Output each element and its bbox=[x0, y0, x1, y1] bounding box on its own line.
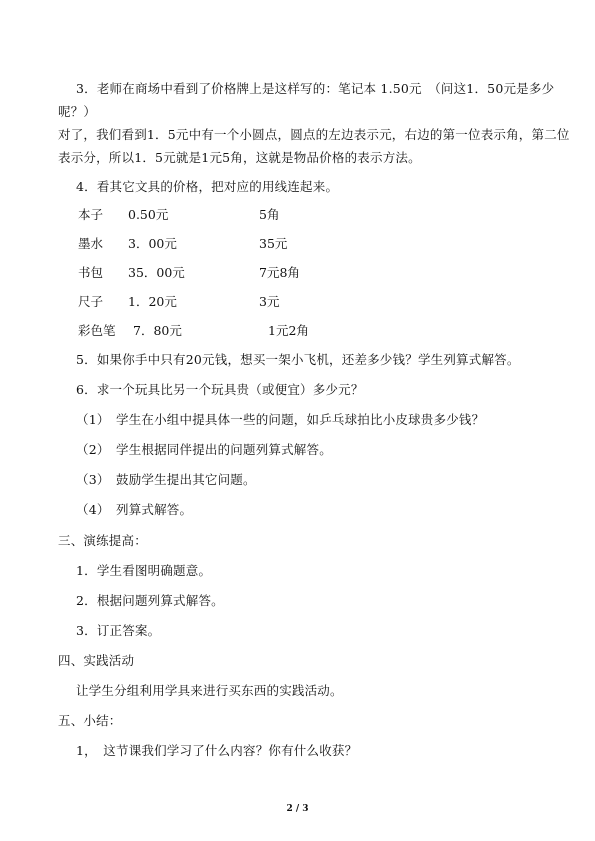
practice-item: 2．根据问题列算式解答。 bbox=[76, 593, 224, 608]
item-name: 书包 bbox=[78, 265, 104, 280]
practice-item: 3．订正答案。 bbox=[76, 623, 161, 638]
item-match: 3元 bbox=[259, 294, 280, 309]
item-match: 5角 bbox=[259, 207, 280, 222]
section6-step: （2） 学生根据同伴提出的问题列算式解答。 bbox=[76, 442, 332, 457]
section4-heading: 4．看其它文具的价格，把对应的用线连起来。 bbox=[76, 179, 339, 194]
section6-step: （4） 列算式解答。 bbox=[76, 502, 193, 517]
item-price: 1．20元 bbox=[128, 294, 177, 309]
item-name: 墨水 bbox=[78, 236, 104, 251]
item-name: 彩色笔 bbox=[78, 323, 116, 338]
item-match: 7元8角 bbox=[259, 265, 300, 280]
item-price: 35．00元 bbox=[128, 265, 185, 280]
practice-heading: 三、演练提高： bbox=[58, 533, 147, 548]
activity-heading: 四、实践活动 bbox=[58, 653, 135, 668]
summary-item: 1， 这节课我们学习了什么内容？你有什么收获？ bbox=[76, 743, 358, 758]
section3-line1: 3．老师在商场中看到了价格牌上是这样写的：笔记本 1.50元 （问这1．50元是多少 bbox=[76, 81, 555, 96]
section3-line2: 呢？） bbox=[58, 104, 97, 119]
section3-line4: 表示分，所以1．5元就是1元5角，这就是物品价格的表示方法。 bbox=[58, 150, 421, 165]
item-price: 0.50元 bbox=[128, 207, 169, 222]
item-match: 1元2角 bbox=[268, 323, 309, 338]
section6-heading: 6．求一个玩具比另一个玩具贵（或便宜）多少元？ bbox=[76, 382, 364, 397]
item-price: 7．80元 bbox=[133, 323, 182, 338]
item-name: 尺子 bbox=[78, 294, 104, 309]
item-price: 3．00元 bbox=[128, 236, 177, 251]
page-number: 2 / 3 bbox=[286, 804, 309, 814]
summary-heading: 五、小结： bbox=[58, 713, 122, 728]
section3-line3: 对了，我们看到1．5元中有一个小圆点，圆点的左边表示元，右边的第一位表示角，第二位 bbox=[58, 127, 570, 142]
item-match: 35元 bbox=[259, 236, 288, 251]
section6-step: （1） 学生在小组中提具体一些的问题，如乒乓球拍比小皮球贵多少钱？ bbox=[76, 412, 485, 427]
activity-text: 让学生分组利用学具来进行买东西的实践活动。 bbox=[76, 683, 343, 698]
practice-item: 1．学生看图明确题意。 bbox=[76, 563, 212, 578]
section6-step: （3） 鼓励学生提出其它问题。 bbox=[76, 472, 256, 487]
item-name: 本子 bbox=[78, 207, 104, 222]
section5-text: 5．如果你手中只有20元钱，想买一架小飞机，还差多少钱？学生列算式解答。 bbox=[76, 352, 520, 367]
